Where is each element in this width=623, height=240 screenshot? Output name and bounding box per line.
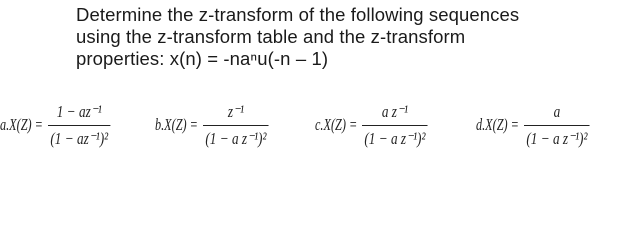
option-b[interactable] [155,84,287,166]
fraction-bar [524,125,590,126]
option-c-numerator: a z⁻¹ [381,101,408,121]
option-d-label: d.X(Z) = [476,115,519,134]
fraction-bar [48,125,110,126]
fraction-bar [362,125,428,126]
option-d[interactable] [476,84,608,166]
option-c[interactable] [315,84,446,166]
question-line-2: using the z-transform table and the z-transform [76,26,466,47]
question-text [76,4,616,70]
option-b-label: b.X(Z) = [155,115,198,134]
question-line-3: properties: x(n) = -naⁿu(-n – 1) [76,48,329,69]
option-b-numerator: z⁻¹ [227,101,244,121]
option-a-denominator: (1 − az⁻¹)² [49,128,108,148]
option-a[interactable] [0,84,128,166]
option-a-label: a.X(Z) = [0,115,43,134]
option-c-denominator: (1 − a z⁻¹)² [364,128,426,148]
option-a-numerator: 1 − az⁻¹ [56,101,102,121]
option-b-fraction [203,100,269,151]
option-d-fraction [524,100,590,151]
option-a-fraction [48,100,110,151]
fraction-bar [203,125,269,126]
option-c-label: c.X(Z) = [315,115,358,134]
option-d-denominator: (1 − a z⁻¹)² [525,128,588,148]
option-b-denominator: (1 − a z⁻¹)² [204,128,267,148]
option-d-numerator: a [553,101,560,121]
option-c-fraction [362,100,428,151]
question-line-1: Determine the z-transform of the following sequences [76,4,520,25]
